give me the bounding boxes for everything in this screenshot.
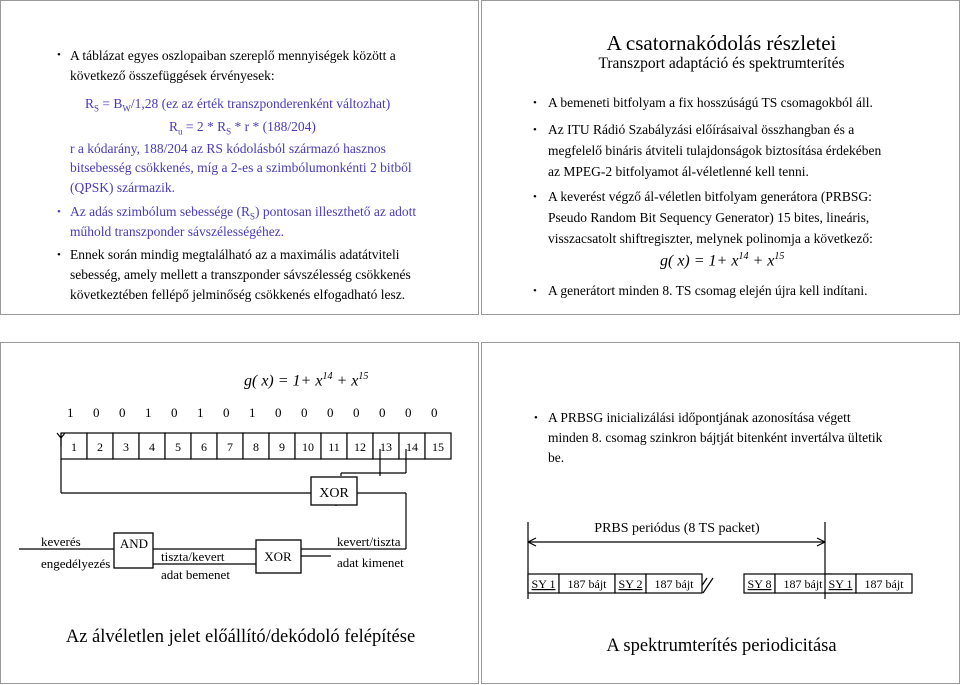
- data-in-line2: adat bemenet: [161, 567, 230, 582]
- register-cell-label: 6: [201, 440, 207, 454]
- initial-bit: 0: [431, 405, 438, 420]
- bullet-dot: •: [533, 191, 537, 203]
- and-label: AND: [119, 536, 149, 551]
- register-cell-label: 10: [302, 440, 314, 454]
- sync-byte-label: SY 1: [828, 577, 853, 591]
- slide-title: A csatornakódolás részletei: [606, 31, 837, 55]
- sync-byte-label: SY 8: [747, 577, 772, 591]
- slide-table-relations: [0, 0, 479, 315]
- b3-line1: A keverést végző ál-véletlen bitfolyam generátora (PRBSG:: [548, 189, 872, 204]
- register-cell-label: 15: [432, 440, 444, 454]
- polynomial-formula: g( $x) = 1+ x^{14} + x^{15}$: [244, 371, 369, 390]
- register-cell-label: 7: [227, 440, 233, 454]
- initial-bit: 1: [145, 405, 152, 420]
- slide-channel-coding: [481, 0, 960, 315]
- enable-label-line1: keverés: [41, 534, 81, 549]
- initial-bits-row: [67, 405, 438, 420]
- slide-spectrum-periodicity: [481, 342, 960, 684]
- p3-line2: műhold transzponder sávszélességéhez.: [70, 224, 285, 239]
- p2-line1: r a kódarány, 188/204 az RS kódolásból származó hasznos: [70, 141, 386, 156]
- b3-line2: Pseudo Random Bit Sequency Generator) 15 bites, lineáris,: [548, 210, 870, 225]
- bullet-dot: •: [57, 49, 61, 61]
- register-cell-label: 13: [380, 440, 392, 454]
- payload-label: 187 bájt: [783, 577, 823, 591]
- initial-bit: 1: [197, 405, 204, 420]
- register-cell-label: 14: [406, 440, 418, 454]
- polynomial-formula: g( $x) = 1+ x^{14} + x^{15}$: [660, 251, 785, 270]
- bullet-dot: •: [533, 97, 537, 109]
- register-cell-label: 3: [123, 440, 129, 454]
- b2-line3: az MPEG-2 bitfolyamot ál-véletlenné kell tenni.: [548, 164, 809, 179]
- p4-line1: Ennek során mindig megtalálható az a maximális adatátviteli: [70, 247, 400, 262]
- b2-line2: megfelelő bináris átviteli tulajdonságok biztosítása érdekében: [548, 143, 882, 158]
- bullet-dot: •: [57, 206, 61, 218]
- b1-line1: A bemeneti bitfolyam a fix hosszúságú TS csomagokból áll.: [548, 95, 873, 110]
- initial-bit: 0: [327, 405, 334, 420]
- register-cell-label: 5: [175, 440, 181, 454]
- bullet-dot: •: [533, 285, 537, 297]
- payload-label: 187 bájt: [567, 577, 607, 591]
- register-cell-label: 4: [149, 440, 155, 454]
- initial-bit: 0: [171, 405, 178, 420]
- initial-bit: 1: [67, 405, 74, 420]
- p1-line2: következő összefüggések érvényesek:: [70, 68, 275, 83]
- p4-line2: sebesség, amely mellett a transzponder sávszélesség csökkenés: [70, 267, 411, 282]
- bullet-dot: •: [57, 249, 61, 261]
- initial-bit: 0: [353, 405, 360, 420]
- slide-prbs-generator: [0, 342, 479, 684]
- register-cell-label: 9: [279, 440, 285, 454]
- bullet-dot: •: [534, 412, 538, 424]
- slide-subtitle: Transzport adaptáció és spektrumterítés: [598, 55, 845, 72]
- initial-bit: 0: [119, 405, 126, 420]
- formula-rs: $R_S = B_W/1,28$ (ez az érték transzponderenként változhat): [85, 96, 391, 114]
- data-out-line2: adat kimenet: [337, 555, 404, 570]
- initial-bit: 0: [93, 405, 100, 420]
- b2-line1: Az ITU Rádió Szabályzási előírásaival összhangban és a: [548, 122, 855, 137]
- sync-byte-label: SY 2: [618, 577, 643, 591]
- b4-line1: A generátort minden 8. TS csomag elején újra kell indítani.: [548, 283, 868, 298]
- initial-bit: 0: [405, 405, 412, 420]
- data-out-line1: kevert/tiszta: [337, 534, 401, 549]
- register-cell-label: 12: [354, 440, 366, 454]
- caption: Az álvéletlen jelet előállító/dekódoló felépítése: [65, 627, 416, 647]
- p3-line1: Az adás szimbólum sebessége $(R_S)$ pontosan illeszthető az adott: [70, 204, 417, 222]
- initial-bit: 0: [223, 405, 230, 420]
- p1-line1: A táblázat egyes oszlopaiban szereplő mennyiségek között a: [70, 48, 396, 63]
- xor-label: XOR: [264, 549, 292, 564]
- register-cell-label: 11: [328, 440, 340, 454]
- register-cell-label: 2: [97, 440, 103, 454]
- caption: A spektrumterítés periodicitása: [606, 636, 837, 656]
- initial-bit: 0: [379, 405, 386, 420]
- payload-label: 187 bájt: [654, 577, 694, 591]
- bullet-dot: •: [533, 124, 537, 136]
- bullet-line3: be.: [548, 450, 565, 465]
- register-cell-label: 1: [71, 440, 77, 454]
- packet-row: [528, 574, 912, 593]
- bullet-line2: minden 8. csomag szinkron bájtját bitenként invertálva ültetik: [548, 430, 883, 445]
- enable-label-line2: engedélyezés: [41, 556, 111, 571]
- b3-line3: visszacsatolt shiftregiszter, melynek polinomja a következő:: [548, 231, 873, 246]
- payload-label: 187 bájt: [864, 577, 904, 591]
- xor-label: XOR: [319, 486, 349, 501]
- shift-register: [61, 433, 451, 459]
- initial-bit: 0: [301, 405, 308, 420]
- bullet-line1: A PRBSG inicializálási időpontjának azonosítása végett: [548, 410, 851, 425]
- data-in-line1: tiszta/kevert: [161, 549, 225, 564]
- period-label: PRBS periódus (8 TS packet): [594, 521, 760, 536]
- initial-bit: 0: [275, 405, 282, 420]
- p2-line2: bitsebesség csökkenés, míg a 2-es a szimbólumonkénti 2 bitből: [70, 160, 412, 175]
- register-cell-label: 8: [253, 440, 259, 454]
- formula-ru: $R_u = 2 * R_S * r * (188/204)$: [169, 119, 316, 137]
- initial-bit: 1: [249, 405, 256, 420]
- sync-byte-label: SY 1: [531, 577, 556, 591]
- periodicity-diagram: [482, 343, 960, 685]
- p4-line3: következtében fellépő jelminőség csökkenés elfogadható lesz.: [70, 287, 406, 302]
- p2-line3: (QPSK) származik.: [70, 180, 175, 195]
